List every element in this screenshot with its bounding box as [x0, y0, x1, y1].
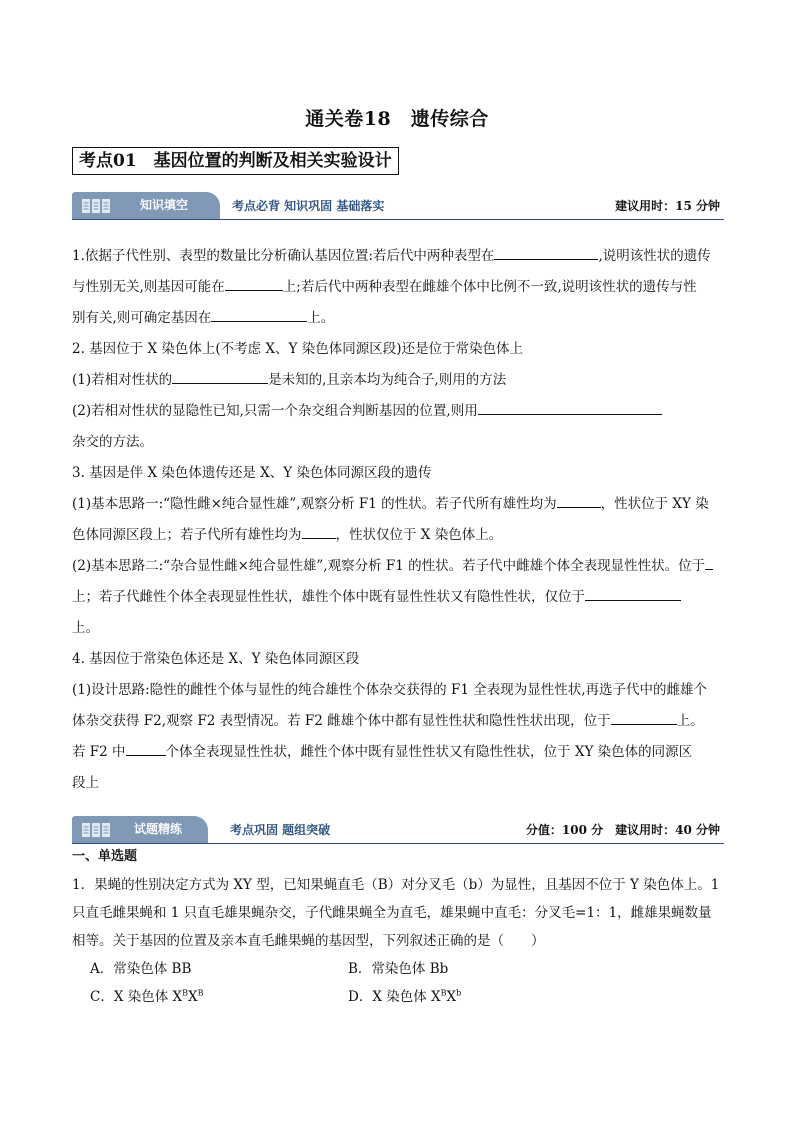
page-title: 通关卷18 遗传综合 — [305, 108, 489, 130]
practice-band — [72, 816, 724, 846]
fill-line: 1.依据子代性别、表型的数量比分析确认基因位置:若后代中两种表型在 ,说明该性状的遗传 — [72, 241, 724, 272]
option-c[interactable]: C．X 染色体 $X^BX^B$ — [90, 988, 204, 1005]
option-d[interactable]: D．X 染色体 $X^BX^b$ — [348, 988, 462, 1005]
knowledge-slogan: 考点必背 知识巩固 基础落实 — [232, 199, 385, 213]
question-text: 1．果蝇的性别决定方式为 XY 型，已知果蝇直毛（B）对分叉毛（b）为显性，且基因不位于 Y 染色体上。1 — [72, 877, 720, 893]
options — [72, 955, 724, 1011]
question-text: 相等。关于基因的位置及亲本直毛雌果蝇的基因型，下列叙述正确的是（ ） — [72, 933, 545, 949]
blank[interactable] — [126, 741, 166, 756]
blank[interactable] — [557, 493, 601, 508]
section-heading: 一、单选题 — [72, 849, 138, 864]
fill-line: (1)若相对性状的 是未知的,且亲本均为纯合子,则用的方法 — [72, 365, 724, 396]
blank[interactable] — [705, 555, 713, 570]
fill-section — [72, 241, 724, 799]
fill-line: (2)若相对性状的显隐性已知,只需一个杂交组合判断基因的位置,则用 — [72, 396, 724, 427]
fill-line: 体杂交获得 F2,观察 F2 表型情况。若 F2 雌雄个体中都有显性性状和隐性性状出现，位于 上。 — [72, 706, 724, 737]
question-section — [72, 843, 724, 1011]
fill-line: 4. 基因位于常染色体还是 X、Y 染色体同源区段 — [72, 651, 360, 667]
blank[interactable] — [211, 307, 307, 322]
fill-line: 别有关,则可确定基因在 上。 — [72, 303, 724, 334]
fill-line: 与性别无关,则基因可能在 上;若后代中两种表型在雌雄个体中比例不一致,说明该性状的遗传与性 — [72, 272, 724, 303]
topic-heading: 考点01 基因位置的判断及相关实验设计 — [72, 147, 399, 175]
practice-tab-label: 试题精练 — [134, 822, 183, 836]
knowledge-tab — [72, 192, 220, 220]
fill-line: 段上 — [72, 775, 99, 791]
fill-line: 2. 基因位于 X 染色体上(不考虑 X、Y 染色体同源区段)还是位于常染色体上 — [72, 341, 524, 357]
blank[interactable] — [225, 276, 283, 291]
book-icon — [82, 199, 110, 213]
option-b[interactable]: B．常染色体 Bb — [348, 961, 449, 977]
fill-line: (2)基本思路二:“杂合显性雌×纯合显性雄”,观察分析 F1 的性状。若子代中雌雄个体全表现显性性状。位于 — [72, 551, 724, 582]
fill-line: 杂交的方法。 — [72, 434, 153, 450]
fill-line: 色体同源区段上；若子代所有雄性均为 ，性状仅位于 X 染色体上。 — [72, 520, 724, 551]
blank[interactable] — [494, 245, 598, 260]
fill-line: 3. 基因是伴 X 染色体遗传还是 X、Y 染色体同源区段的遗传 — [72, 465, 432, 481]
fill-line: 上；若子代雌性个体全表现显性性状，雄性个体中既有显性性状又有隐性性状，仅位于 — [72, 582, 724, 613]
band-rule — [72, 219, 724, 221]
option-a[interactable]: A．常染色体 BB — [90, 961, 192, 977]
fill-line: (1)设计思路:隐性的雌性个体与显性的纯合雄性个体杂交获得的 F1 全表现为显性性状,再选子代中的雌雄个 — [72, 682, 707, 698]
practice-slogan: 考点巩固 题组突破 — [230, 823, 331, 837]
knowledge-band — [72, 192, 724, 222]
book-icon — [82, 823, 110, 837]
fill-line: 若 F2 中 个体全表现显性性状，雌性个体中既有显性性状又有隐性性状，位于 XY 染色体的同源区 — [72, 737, 724, 768]
fill-line: 上。 — [72, 620, 99, 636]
fill-line: (1)基本思路一:“隐性雌×纯合显性雄”,观察分析 F1 的性状。若子代所有雄性均为 ，性状位于 XY 染 — [72, 489, 724, 520]
blank[interactable] — [302, 524, 336, 539]
practice-tab — [72, 816, 208, 844]
knowledge-time: 建议用时：15 分钟 — [615, 199, 720, 213]
knowledge-tab-label: 知识填空 — [140, 198, 189, 212]
question-text: 只直毛雌果蝇和 1 只直毛雄果蝇杂交，子代雌果蝇全为直毛，雄果蝇中直毛：分叉毛=1：1，雌雄果蝇数量 — [72, 905, 712, 921]
blank[interactable] — [478, 400, 662, 415]
practice-score-time: 分值：100 分 建议用时：40 分钟 — [525, 823, 720, 837]
blank[interactable] — [585, 586, 681, 601]
blank[interactable] — [611, 710, 677, 725]
blank[interactable] — [172, 369, 268, 384]
